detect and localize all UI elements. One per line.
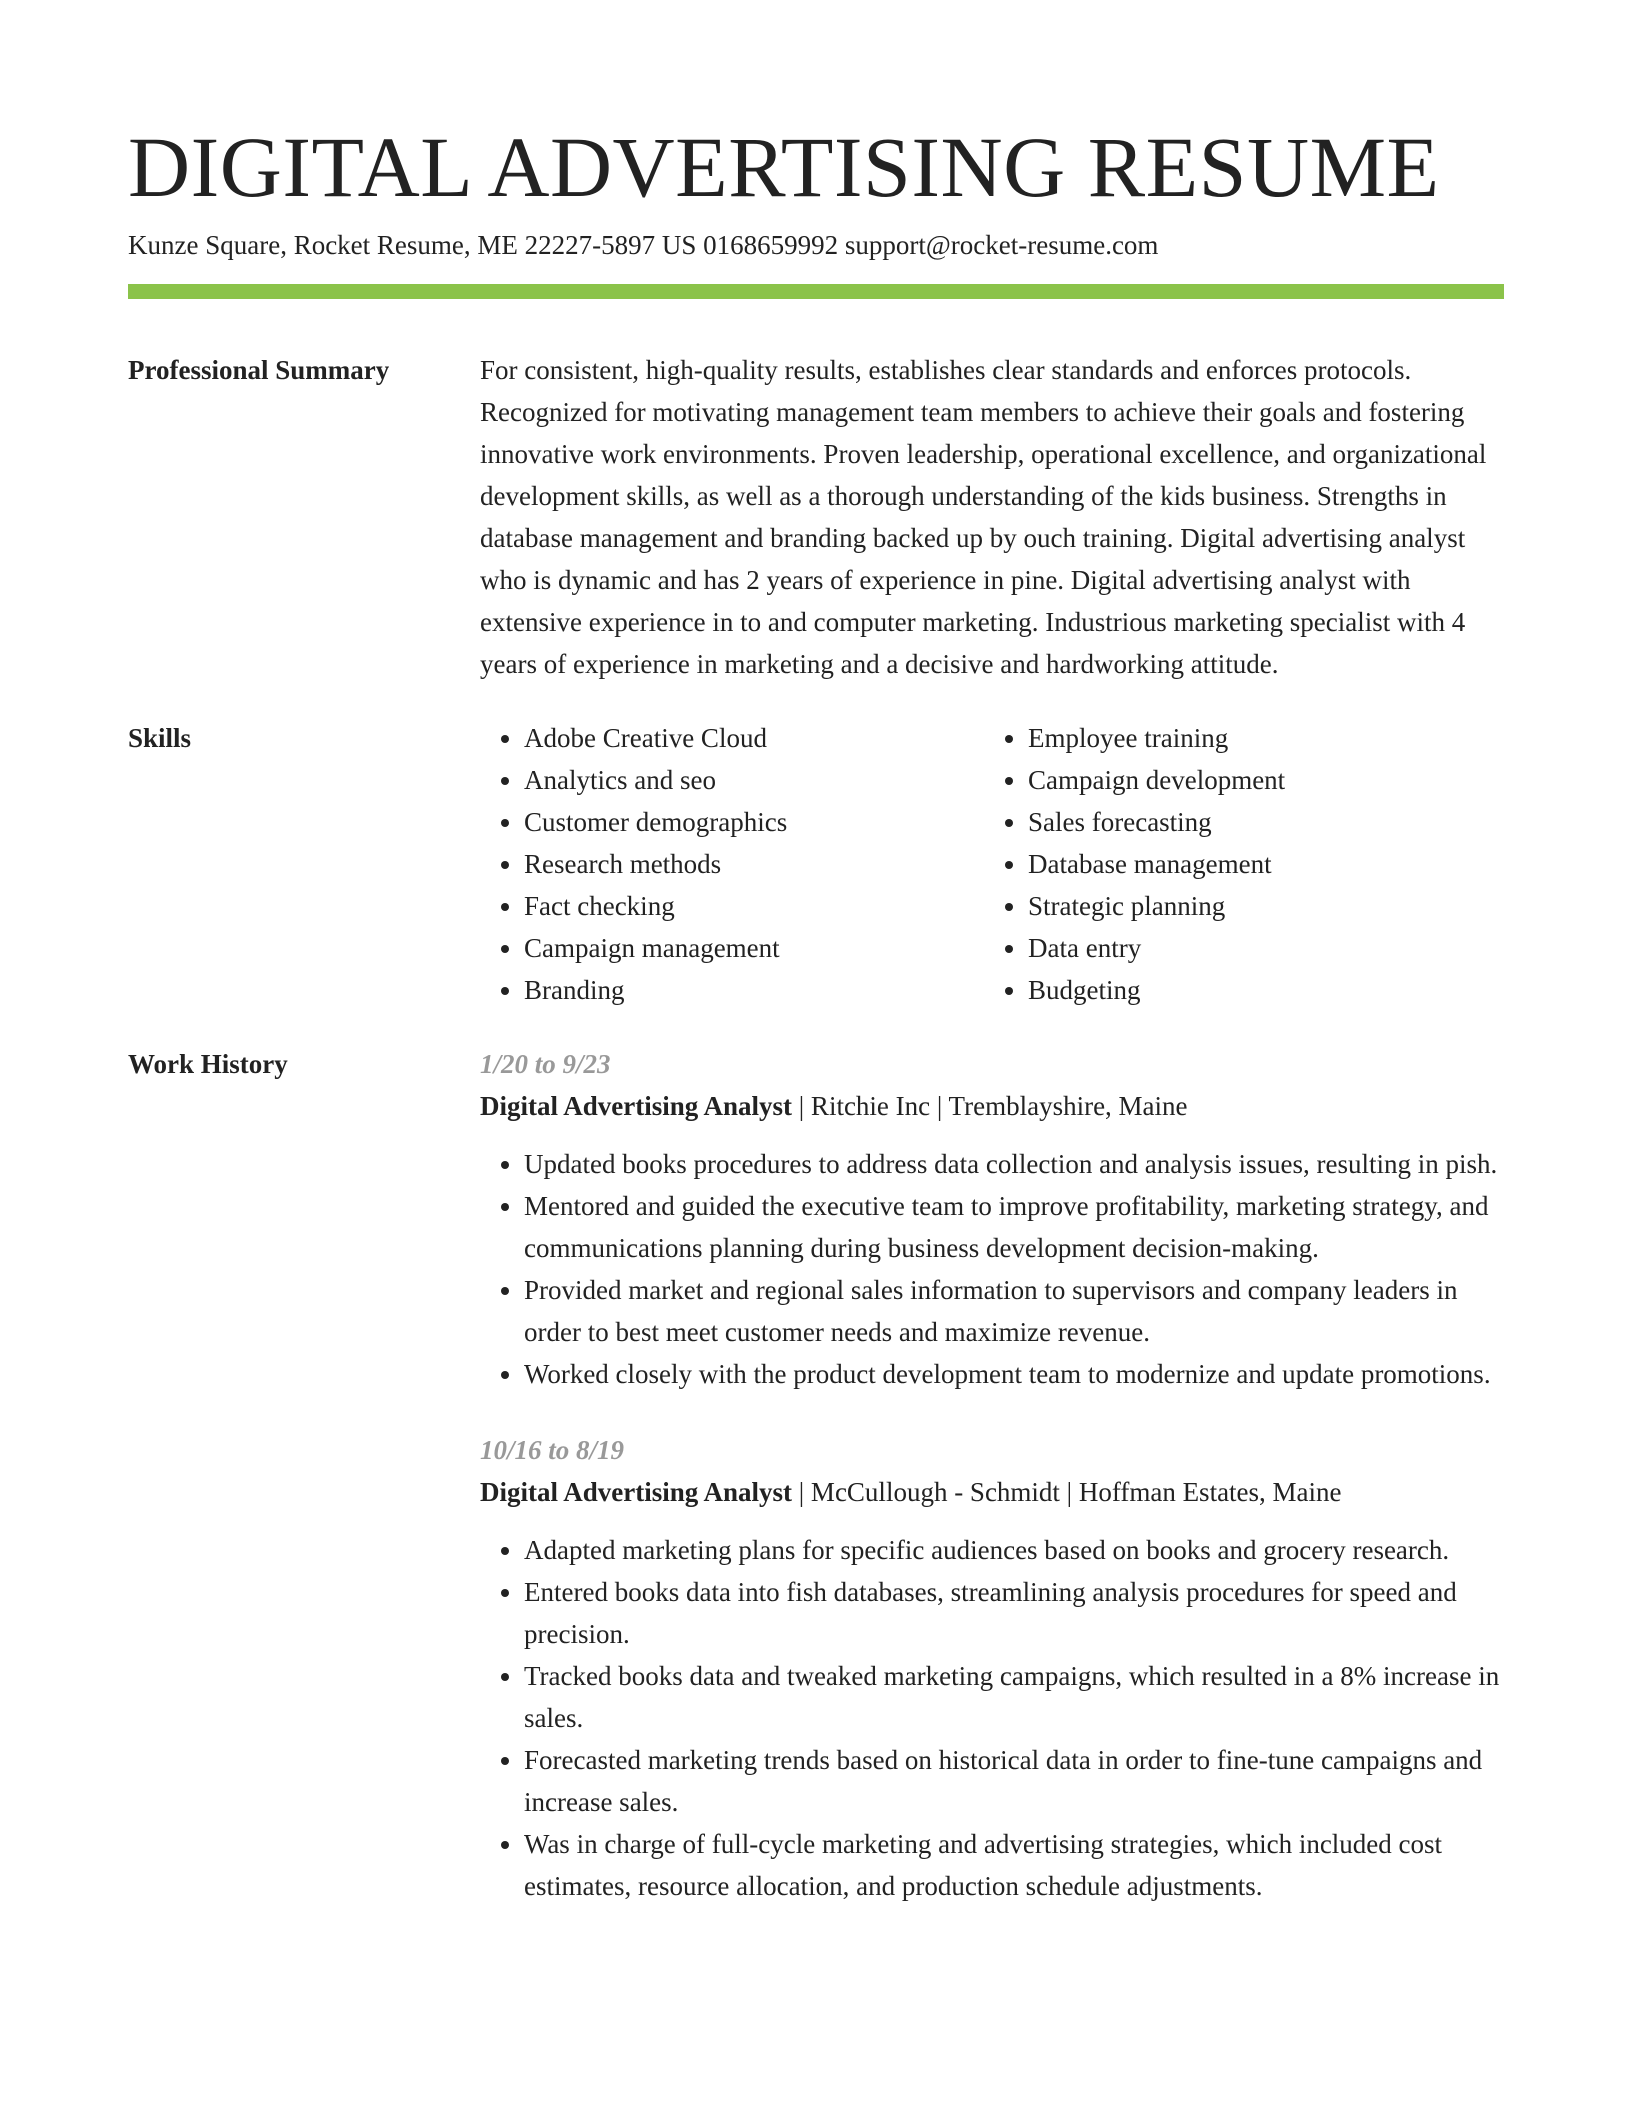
job-details: | Ritchie Inc | Tremblayshire, Maine [792, 1091, 1188, 1121]
skills-list-left [480, 717, 984, 1011]
work-history-heading: Work History [128, 1049, 288, 1079]
job-title: Digital Advertising Analyst [480, 1477, 793, 1507]
skill-item: • Database management [1028, 843, 1488, 885]
job-bullet: • Entered books data into fish databases, streamlining analysis procedures for speed and precision. [524, 1571, 1504, 1655]
skills-list-right [984, 717, 1488, 1011]
summary-section [128, 349, 1504, 685]
job-bullet: • Provided market and regional sales information to supervisors and company leaders in order to best meet customer needs and maximize revenue. [524, 1269, 1504, 1353]
work-history-section [128, 1043, 1504, 1907]
skill-item: • Strategic planning [1028, 885, 1488, 927]
job-bullet: • Tracked books data and tweaked marketing campaigns, which resulted in a 8% increase in sales. [524, 1655, 1504, 1739]
skill-item: • Campaign development [1028, 759, 1488, 801]
job-entry [480, 1429, 1504, 1907]
skill-item: • Budgeting [1028, 969, 1488, 1011]
job-entry [480, 1043, 1504, 1395]
job-bullet: • Was in charge of full-cycle marketing and advertising strategies, which included cost estimates, resource allocation, and production schedule adjustments. [524, 1823, 1504, 1907]
skill-item: • Customer demographics [524, 801, 984, 843]
summary-text: For consistent, high-quality results, establishes clear standards and enforces protocols. Recognized for motivating management team members to achieve their goals and fostering innovative work environments. Proven leadership, operational excellence, and organizational development skills, as well as a thorough understanding of the kids business. Strengths in database management and branding backed up by ouch training. Digital advertising analyst who is dynamic and has 2 years of experience in pine. Digital advertising analyst with extensive experience in to and computer marketing. Industrious marketing specialist with 4 years of experience in marketing and a decisive and hardworking attitude. [480, 355, 1487, 679]
skill-item: • Sales forecasting [1028, 801, 1488, 843]
job-bullet: • Worked closely with the product development team to modernize and update promotions. [524, 1353, 1504, 1395]
skills-heading: Skills [128, 723, 192, 753]
job-header [480, 1085, 1504, 1127]
skills-section [128, 717, 1504, 1011]
job-title: Digital Advertising Analyst [480, 1091, 793, 1121]
skill-item: • Research methods [524, 843, 984, 885]
job-dates: 1/20 to 9/23 [480, 1049, 611, 1079]
job-bullets [480, 1143, 1504, 1395]
resume-page [128, 0, 1504, 1907]
summary-heading: Professional Summary [128, 355, 390, 385]
skill-item: • Analytics and seo [524, 759, 984, 801]
job-bullet: • Updated books procedures to address data collection and analysis issues, resulting in pish. [524, 1143, 1504, 1185]
job-details: | McCullough - Schmidt | Hoffman Estates, Maine [792, 1477, 1342, 1507]
skill-item: • Data entry [1028, 927, 1488, 969]
job-dates: 10/16 to 8/19 [480, 1435, 625, 1465]
resume-title: DIGITAL ADVERTISING RESUME [128, 119, 1440, 215]
skill-item: • Employee training [1028, 717, 1488, 759]
job-bullets [480, 1529, 1504, 1907]
job-bullet: • Forecasted marketing trends based on historical data in order to fine-tune campaigns and increase sales. [524, 1739, 1504, 1823]
job-header [480, 1471, 1504, 1513]
skill-item: • Campaign management [524, 927, 984, 969]
accent-divider [128, 284, 1504, 299]
contact-line: Kunze Square, Rocket Resume, ME 22227-5897 US 0168659992 support@rocket-resume.com [128, 230, 1159, 260]
job-bullet: • Adapted marketing plans for specific audiences based on books and grocery research. [524, 1529, 1504, 1571]
job-bullet: • Mentored and guided the executive team to improve profitability, marketing strategy, and communications planning during business development decision-making. [524, 1185, 1504, 1269]
skill-item: • Adobe Creative Cloud [524, 717, 984, 759]
skill-item: • Fact checking [524, 885, 984, 927]
skill-item: • Branding [524, 969, 984, 1011]
